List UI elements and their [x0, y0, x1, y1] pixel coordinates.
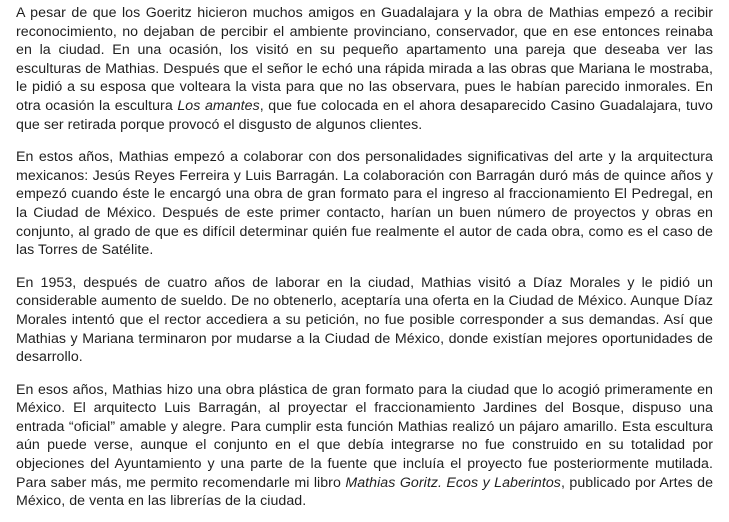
paragraph-2-text: En estos años, Mathias empezó a colaborar con dos personalidades significativas del arte y la arquitectura mexicanos: Jesús Reyes Ferreira y Luis Barragán. La colaboración con Barragán duró más de quince años y empezó cuando éste le encargó una obra de gran formato para el ingreso al fraccionamiento El Pedregal, en la Ciudad de México. Después de este primer contacto, harían un buen número de proyectos y obras en conjunto, al grado de que es difícil determinar quién fue realmente el autor de cada obra, como es el caso de las Torres de Satélite. [16, 149, 713, 259]
paragraph-4-text-a: En esos años, Mathias hizo una obra plástica de gran formato para la ciudad que lo acogió primeramente en México. El arquitecto Luis Barragán, al proyectar el fraccionamiento Jardines del Bosque, dispuso una entrada “oficial” amable y alegre. Para cumplir esta función Mathias realizó un pájaro amarillo. Esta escultura aún puede verse, aunque el conjunto en el que debía integrarse no fue construido en su totalidad por objeciones del Ayuntamiento y una parte de la fuente que incluía el proyecto fue posteriormente mutilada. Para saber más, me permito recomendarle mi libro [16, 381, 713, 491]
book-title: Mathias Goritz. Ecos y Laberintos [345, 474, 561, 491]
paragraph-1 [16, 4, 713, 134]
paragraph-4 [16, 381, 713, 511]
paragraph-1-text-a: A pesar de que los Goeritz hicieron muchos amigos en Guadalajara y la obra de Mathias empezó a recibir reconocimiento, no dejaban de percibir el ambiente provinciano, conservador, que en ese entonces reinaba en la ciudad. En una ocasión, los visitó en su pequeño apartamento una pareja que deseaba ver las esculturas de Mathias. Después que el señor le echó una rápida mirada a las obras que Mariana le mostraba, le pidió a su esposa que volteara la vista para que no las observara, pues le habían parecido inmorales. En otra ocasión la escultura [16, 5, 713, 114]
paragraph-4-text-b: , publicado por Artes de México, de venta en las librerías de la ciudad. [16, 474, 714, 510]
paragraph-3-text: En 1953, después de cuatro años de laborar en la ciudad, Mathias visitó a Díaz Morales y le pidió un considerable aumento de sueldo. De no obtenerlo, aceptaría una oferta en la Ciudad de México. Aunque Díaz Morales intentó que el rector accediera a su petición, no fue posible corresponder a sus demandas. Así que Mathias y Mariana terminaron por mudarse a la Ciudad de México, donde existían mejores oportunidades de desarrollo. [16, 274, 713, 366]
paragraph-2 [16, 148, 713, 260]
paragraph-1-text-b: , que fue colocada en el ahora desaparecido Casino Guadalajara, tuvo que ser retirada porque provocó el disgusto de algunos clientes. [16, 97, 713, 133]
sculpture-title-los-amantes: Los amantes [177, 97, 260, 114]
paragraph-3 [16, 274, 713, 367]
